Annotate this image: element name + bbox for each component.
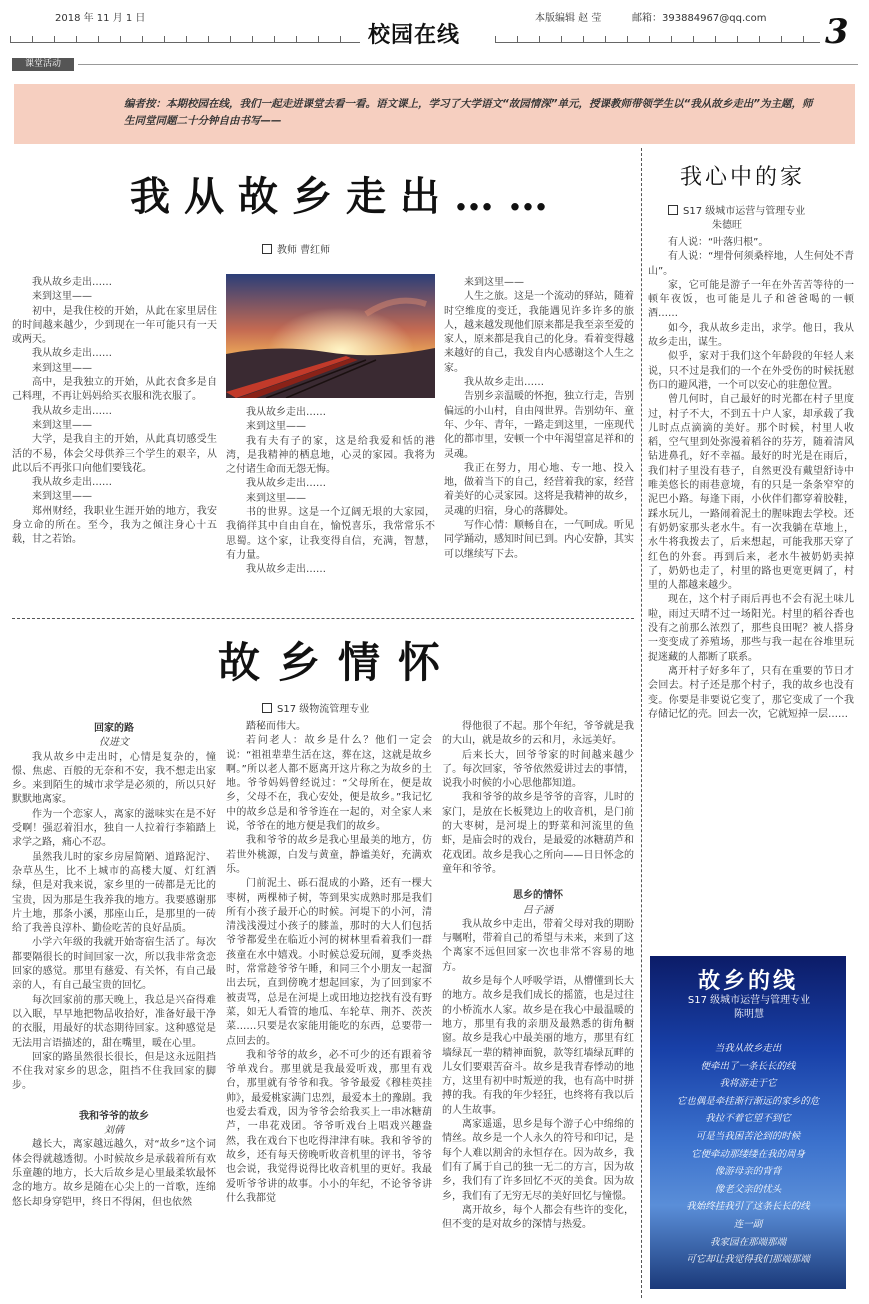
paragraph: 回家的路虽然很长很长，但是这永远阻挡不住我对家乡的思念，阻挡不住我回家的脚步。 <box>12 1051 216 1092</box>
poem-lines <box>656 1040 840 1269</box>
main-article-col3 <box>444 276 634 606</box>
editor-note-text: 编者按：本期校园在线，我们一起走进课堂去看一看。语文课上，学习了大学语文“故园情深”单元，授课教师带领学生以“我从故乡走出”为主题，师生同堂同题二十分钟自由书写—— <box>124 98 813 127</box>
editor-email: 邮箱：393884967@qq.com <box>632 13 767 24</box>
poem-line: 我家园在那端那端 <box>709 1236 786 1248</box>
ruler-tick <box>32 36 33 42</box>
paragraph: 我有夫有子的家，这是给我爱和恬的港湾，是我精神的栖息地，心灵的家园。我将为之付诸生命而无怨无悔。 <box>226 435 435 476</box>
ruler-tick <box>98 36 99 42</box>
ruler-tick <box>671 36 672 42</box>
paragraph: 我正在努力，用心地、专一地、投入地，做着当下的自己，经营着我的家，经营着美好的心灵家园。这将是我精神的故乡，灵魂的归宿，身心的落脚处。 <box>444 462 634 517</box>
ruler-tick <box>54 36 55 42</box>
poem-line: 像游母亲的背背 <box>714 1166 782 1178</box>
paragraph: 来到这里—— <box>32 362 92 374</box>
paragraph: 似乎，家对于我们这个年龄段的年轻人来说，只不过是我们的一个在外受伤的时候抚慰伤口的避风港，一个可以安心的驻憩位置。 <box>648 351 854 391</box>
poem-byline-major: S17 级城市运营与管理专业 <box>687 995 811 1006</box>
poem-line: 我始终挂我引了这条长长的线 <box>686 1201 810 1213</box>
poem-line: 像老父亲的忧头 <box>714 1183 782 1195</box>
poem-title: 故乡的线 <box>697 969 798 994</box>
ruler-tick <box>164 36 165 42</box>
paragraph: 来到这里—— <box>246 421 306 433</box>
paragraph: 人生之旅。这是一个流动的驿站，随着时空维度的变迁，我能遇见许多许多的旅人，越来越发现他们原来都是我至亲至爱的家人，原来都是我自己的化身。看着变得越来越好的自己，我发自内心感谢这个人生之家。 <box>444 291 634 374</box>
ruler-tick <box>583 36 584 42</box>
sidebar-divider <box>641 148 642 1298</box>
paragraph: 高中，是我独立的开始，从此衣食多是自己料理，不再让妈妈给买衣服和洗衣服了。 <box>12 377 217 403</box>
poem-line: 可它却让我觉得我们那端那端 <box>686 1254 810 1266</box>
ruler-tick <box>649 36 650 42</box>
paragraph: 我从故乡中走出，带着父母对我的期盼与嘱咐，带着自己的希望与未来，来到了这个离家不远但回家一次也非常不容易的地方。 <box>442 918 634 973</box>
editor-note <box>14 84 855 144</box>
ruler-tick <box>693 36 694 42</box>
column-rule <box>78 64 858 65</box>
ruler-tick <box>340 36 341 42</box>
poem-line: 我将游走于它 <box>719 1078 777 1090</box>
masthead-rule-left <box>10 30 360 43</box>
page-number: 3 <box>825 12 849 52</box>
paragraph: 后来长大，回爷爷家的时间越来越少了。每次回家，爷爷依然爱讲过去的事情，说我小时候的小心思他都知道。 <box>442 749 634 790</box>
poem-line: 我拉不着它望不到它 <box>705 1113 791 1125</box>
paragraph: 郑州财经，我职业生涯开始的地方，我安身立命的所在。至今，我为之倾注身心十五载，甘之若饴。 <box>12 505 217 546</box>
poem-byline-author: 陈明慧 <box>734 1009 764 1020</box>
poem-line: 连一副 <box>733 1218 763 1230</box>
hometown-col3 <box>442 720 634 1292</box>
paragraph: 大学，是我自主的开始，从此真切感受生活的不易，体会父母供养三个学生的艰辛，从此以后不再张口向他们要钱花。 <box>12 434 217 474</box>
ruler-tick <box>230 36 231 42</box>
paragraph: 写作心情：顺畅自在，一气呵成。听见同学踊动，感知时间已到。内心安静，其实可以继续写下去。 <box>444 520 634 560</box>
sub-article-title: 我和爷爷的故乡 <box>79 1110 149 1122</box>
spacer <box>442 877 634 887</box>
byline-box-icon <box>668 205 678 215</box>
ruler-tick <box>208 36 209 42</box>
ruler-tick <box>252 36 253 42</box>
main-article-title: 我从故乡走出…… <box>130 173 562 220</box>
paragraph: 来到这里—— <box>32 291 92 303</box>
sub-article-author: 仪进文 <box>99 737 129 749</box>
paragraph: 有人说：“埋骨何须桑梓地，人生何处不青山”。 <box>648 251 854 277</box>
ruler-tick <box>318 36 319 42</box>
sub-article-title: 思乡的情怀 <box>513 890 563 902</box>
ruler-tick <box>627 36 628 42</box>
paragraph: 我从故乡走出…… <box>464 377 544 389</box>
paragraph: 有人说：“叶落归根”。 <box>668 237 769 248</box>
sidebar-article <box>648 236 854 942</box>
poem-line: 当我从故乡走出 <box>714 1043 782 1054</box>
ruler-tick <box>76 36 77 42</box>
main-article-col1 <box>12 276 217 606</box>
masthead-rule-right <box>495 30 820 43</box>
paragraph: 我从故乡走出…… <box>246 564 326 576</box>
ruler-tick <box>186 36 187 42</box>
paragraph: 告别乡亲温暖的怀抱，独立行走，告别偏远的小山村，自由闯世界。告别幼年、童年、少年、青年，一路走到这里，一座现代化的都市里，安顿一个中年渴望富足祥和的灵魂。 <box>444 391 634 460</box>
paragraph: 来到这里—— <box>464 277 524 288</box>
sidebar-title: 我心中的家 <box>680 165 806 190</box>
main-article-byline <box>262 241 330 256</box>
paragraph: 家，它可能是游子一年在外苦苦等待的一顿年夜饭，也可能是儿子和爸爸喝的一顿酒…… <box>648 279 854 320</box>
poem-line: 它也偶是牵挂渐行渐远的家乡的危 <box>676 1095 820 1107</box>
paragraph: 曾几何时，自己最好的时光都在村子里度过，村子不大，不到五十户人家，却承载了我儿时点点滴滴的美好。那个时候，村里人收稻，空气里到处弥漫着稻谷的芬芳，随着清风钻进鼻孔，好不幸福。最好的时光是在雨后，我们村子里没有巷子，自然更没有戴望舒诗中唯美悠长的雨巷意境，有的只是一条条窄窄的泥巴小路。每逢下雨，小伙伴们都穿着胶鞋，踩水玩儿，一路闹着泥土的腥味跑去学校。还有奶奶家那头老水牛。有一次我躺在草地上，水牛将我拨去了，后来想起，可能我那天穿了红色的外套。再到后来，老水牛被奶奶卖掉了，奶奶也走了，村里的路也更宽更阔了，村里的人都越来越少。 <box>648 394 854 592</box>
paragraph: 离家遥遥，思乡是每个游子心中绵绵的情丝。故乡是一个人永久的符号和印记，是每个人难以割舍的永恒存在。因为故乡，我们有了属于自己的独一无二的方言，因为故乡，我们有了许多回忆不灭的美食。因为故乡，我们有了无穷无尽的美好回忆与憧憬。 <box>442 1119 634 1202</box>
ruler-tick <box>274 36 275 42</box>
hometown-byline <box>262 700 369 715</box>
ruler-tick <box>803 36 804 42</box>
paragraph: 初中，是我住校的开始，从此在家里居住的时间越来越少，少到现在一年可能只有一天或两天。 <box>12 305 217 346</box>
section-divider <box>12 618 634 619</box>
editor-credit: 本版编辑 赵 莹 <box>535 13 602 24</box>
paragraph: 离开故乡，每个人都会有些许的变化，但不变的是对故乡的深情与热爱。 <box>442 1204 634 1231</box>
paragraph: 来到这里—— <box>32 419 92 431</box>
spacer <box>12 1094 216 1108</box>
poem-byline <box>664 994 834 1022</box>
paragraph: 作为一个恋家人，离家的滋味实在是不好受啊！强忍着泪水，独自一人拉着行李箱踏上求学之路，痛心不忍。 <box>12 808 216 849</box>
ruler-tick <box>495 36 496 42</box>
hometown-title: 故乡情怀 <box>218 638 459 687</box>
paragraph: 越长大，离家越远越久，对“故乡”这个词体会得就越透彻。小时候故乡是承载着所有欢乐童趣的地方，长大后故乡是心里最柔软最怀念的地方。故乡是随在心尖上的一首歌，连绵悠长却身穿铠甲，终日不得闲，但也依然 <box>12 1139 216 1208</box>
main-article-byline-text: 教师 曹红师 <box>277 245 331 256</box>
sunset-railway-image <box>226 274 435 398</box>
paragraph: 我和爷爷的故乡是我心里最美的地方，仿若世外桃源，白发与黄童，静谧美好，充满欢乐。 <box>226 835 432 875</box>
paragraph: 现在，这个村子雨后再也不会有泥土味儿啦，雨过天晴不过一场阳光。村里的稻谷香也没有之前那么浓烈了，那些良田呢？被人搭身一变变成了养殖场，那些与我一起在谷堆里玩捉迷藏的人都断了联系。 <box>648 594 854 663</box>
sub-article-author: 吕子涵 <box>523 904 553 916</box>
paragraph: 如今，我从故乡走出，求学。他日，我从故乡走出，谋生。 <box>648 322 854 349</box>
paragraph: 我从故乡走出…… <box>246 478 326 490</box>
sidebar-byline-major: S17 级城市运营与管理专业 <box>683 206 806 217</box>
ruler-tick <box>715 36 716 42</box>
hometown-col1 <box>12 720 216 1292</box>
paragraph: 离开村子好多年了，只有在重要的节日才会回去。村子还是那个村子，我的故乡也没有变。你要是非要说它变了，那它变成了一个我存储记忆的壳。回去一次，它就短掉一层…… <box>648 665 854 720</box>
byline-box-icon <box>262 244 272 254</box>
paragraph: 得他很了不起。那个年纪，爷爷就是我的大山，就是故乡的云和月，永远美好。 <box>442 721 634 747</box>
paragraph: 小学六年级的我就开始寄宿生活了。每次都要隔很长的时间回家一次，所以我非常贪恋回家的感觉。那里有慈爱、有关怀，有自己最亲的人，有自己最宝贵的回忆。 <box>12 937 216 992</box>
paragraph: 故乡是每个人呼吸学语，从懵懂到长大的地方。故乡是我们成长的摇篮，也是过往的小桥流水人家。故乡是在我心中最温暖的地方，那里有我的亲朋及最熟悉的街角橱窗。故乡是我心中最美丽的地方，那里有红墙绿瓦一辈的精神面貌，款等红墙绿瓦畔的儿女们要艰苦奋斗。故乡是我青春悸动的地方，这里有初中时叛逆的我，也有高中时拼搏的我。有我的年少轻狂，也终将有我以后的人生故事。 <box>442 976 634 1116</box>
ruler-tick <box>296 36 297 42</box>
ruler-tick <box>120 36 121 42</box>
ruler-tick <box>142 36 143 42</box>
main-article-col2 <box>226 406 435 606</box>
ruler-tick <box>10 36 11 42</box>
paragraph: 我从故乡走出…… <box>32 477 112 489</box>
ruler-tick <box>759 36 760 42</box>
paragraph: 我从故乡走出…… <box>246 407 326 418</box>
paragraph: 我从故乡走出…… <box>32 348 112 360</box>
column-tag: 课堂活动 <box>12 58 74 71</box>
ruler-tick <box>561 36 562 42</box>
poem-line: 便牵出了一条长长的线 <box>700 1060 796 1072</box>
hometown-col2 <box>226 720 432 1292</box>
paragraph: 若问老人：故乡是什么？他们一定会说：“祖祖辈辈生活在这，葬在这，这就是故乡啊。”所以老人都不愿离开这片称之为故乡的土地。爷爷妈妈曾经说过：“父母所在，便是故乡，父母不在，我心安处，便是故乡。”我记忆中的故乡总是和爷爷连在一起的，对全家人来说，爷爷在的地方便是我们的故乡。 <box>226 735 432 833</box>
paragraph: 我和爷爷的故乡，必不可少的还有跟着爷爷单戏台。那里就是我最爱听戏，那里有戏台，那里就有爷爷和我。爷爷最爱《穆桂英挂帅》，最爱桃家满门忠烈，最爱本土的豫剧。我也爱去看戏，因为爷爷会给我买上一串冰糖葫芦，一串花戏团。爷爷听戏台上唱戏兴趣盎然，我在戏台下也吃得津津有味。我和爷爷的故乡，还有每天傍晚听收音机里的评书，爷爷也会说，我觉得说得比收音机里的更好。我最爱听爷爷讲的故事。小小的年纪，不论爷爷讲什么我都觉 <box>226 1049 432 1204</box>
paragraph: 踏秘而伟大。 <box>246 721 306 732</box>
poem-line: 它便牵动那缕缕在我的周身 <box>690 1148 805 1160</box>
paragraph: 我和爷爷的故乡是爷爷的音容，儿时的家门，是放在长板凳边上的收音机，是门前的大枣树，是河堤上的野菜和河流里的鱼虾，是庙会时的戏台，是最爱的冰糖葫芦和花戏团。故乡是我心之所向——日日怀念的童年和爷爷。 <box>442 792 634 875</box>
sub-article-author: 刘倩 <box>104 1125 124 1137</box>
paragraph: 我从故乡走出…… <box>32 277 112 288</box>
paragraph: 我从故乡中走出时，心情是复杂的，憧憬、焦虑、百般的无奈和不安，我不想走出家乡。来到陌生的城市求学是必须的，所以只好默默地离家。 <box>12 751 216 806</box>
sub-article-title: 回家的路 <box>94 723 134 734</box>
poem-line: 可是当我困苦沦到的时候 <box>695 1130 801 1142</box>
paragraph: 虽然我儿时的家乡房屋简陋、道路泥泞、杂草丛生，比不上城市的高楼大厦、灯红酒绿，但是对我来说，家乡里的一砖都是无比的宝贵，因为那是生我养我的地方。我要感谢那片土地，那条小溪，那座山丘，是那里的一砖给了我善良淳朴、勤俭吃苦的良好品质。 <box>12 851 216 935</box>
ruler-tick <box>605 36 606 42</box>
sidebar-byline-author: 朱德旺 <box>712 220 742 231</box>
paragraph: 我从故乡走出…… <box>32 405 112 417</box>
poem-box <box>650 956 846 1289</box>
byline-box-icon <box>262 703 272 713</box>
ruler-tick <box>539 36 540 42</box>
sidebar-byline <box>668 202 805 217</box>
issue-date: 2018 年 11 月 1 日 <box>55 13 146 24</box>
section-title: 校园在线 <box>368 23 461 48</box>
ruler-tick <box>781 36 782 42</box>
paragraph: 来到这里—— <box>246 492 306 504</box>
ruler-tick <box>517 36 518 42</box>
ruler-tick <box>737 36 738 42</box>
paragraph: 门前泥土、砾石混成的小路，还有一棵大枣树，两棵柿子树，等到果实成熟时那是我们所有小孩子最开心的时候。河堤下的小河，清清浅浅漫过小孩子的膝盖，那时的大人们包括爷爷都爱坐在临近小河的树林里看着我们一群孩童在水中嬉戏。小时候总爱玩闹，夏季炎热时，常常趁爷爷午睡，和同三个小朋友一起溜出去玩，直到傍晚才想起回家，为了回到家不被责骂，总是在河堤上或田地边挖找有没有野菜，如无人看管的地瓜、车轮草、荆芥、茨茨菜……只要是农家能用能吃的东西，总要带一点回去的。 <box>226 878 432 1047</box>
paragraph: 书的世界。这是一个辽阔无垠的大家园，我徜徉其中自由自在，愉悦喜乐，我常常乐不思蜀。这个家，让我变得自信，充满，智慧，有力量。 <box>226 507 435 561</box>
paragraph: 每次回家前的那天晚上，我总是兴奋得难以入眠，早早地把物品收拾好，准备好最干净的衣服，用最好的状态期待回家。这种感觉是无法用言语描述的，甜在嘴里，暖在心里。 <box>12 994 216 1049</box>
sunset-railway-photo <box>226 274 435 398</box>
masthead <box>0 0 869 58</box>
paragraph: 来到这里—— <box>32 491 92 503</box>
hometown-byline-text: S17 级物流管理专业 <box>277 704 370 715</box>
